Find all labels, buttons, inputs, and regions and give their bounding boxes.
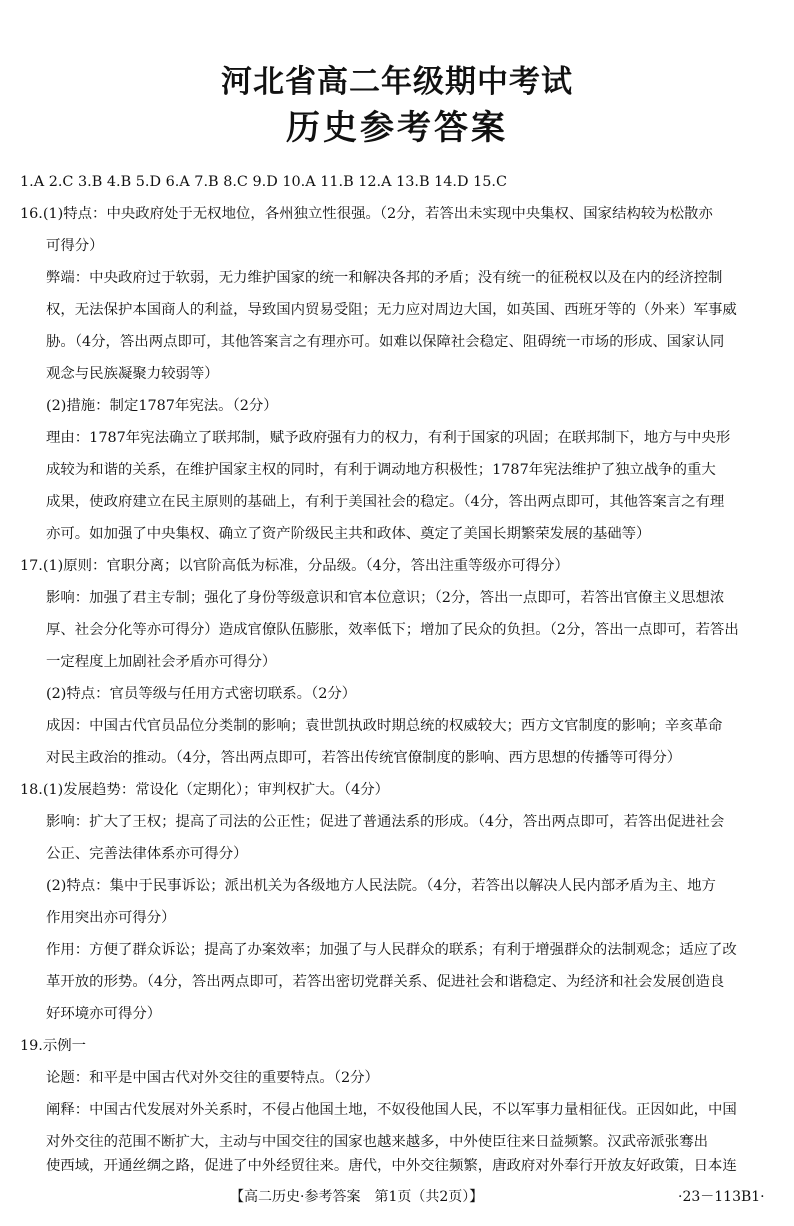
text-line: 影响：扩大了王权；提高了司法的公正性；促进了普通法系的形成。（4分，答出两点即可，若答出促进社会 — [46, 814, 725, 830]
text-line: 对外交往的范围不断扩大，主动与中国交往的国家也越来越多，中外使臣往来日益频繁。汉武帝派张骞出 — [46, 1134, 708, 1150]
text-line: 亦可。如加强了中央集权、确立了资产阶级民主共和政体、奠定了美国长期繁荣发展的基础等） — [46, 526, 651, 542]
footer-page-info: 【高二历史·参考答案 第1页（共2页）】 — [230, 1189, 484, 1205]
text-line: 作用：方便了群众诉讼；提高了办案效率；加强了与人民群众的联系；有利于增强群众的法制观念；适应了改 — [46, 942, 737, 958]
text-line: 好环境亦可得分） — [46, 1006, 162, 1022]
text-line: 作用突出亦可得分） — [46, 910, 176, 926]
text-line: 成果，使政府建立在民主原则的基础上，有利于美国社会的稳定。（4分，答出两点即可，其他答案言之有理 — [46, 494, 725, 510]
text-line: 理由：1787年宪法确立了联邦制，赋予政府强有力的权力，有利于国家的巩固；在联邦制下，地方与中央形 — [46, 430, 731, 446]
text-line: 胁。（4分，答出两点即可，其他答案言之有理亦可。如难以保障社会稳定、阻碍统一市场的形成、国家认同 — [46, 334, 725, 350]
text-line: 一定程度上加剧社会矛盾亦可得分） — [46, 654, 277, 670]
text-line: 成较为和谐的关系，在维护国家主权的同时，有利于调动地方积极性；1787年宪法维护了独立战争的重大 — [46, 462, 716, 478]
text-line: 观念与民族凝聚力较弱等） — [46, 366, 219, 382]
choice-answers: 1.A 2.C 3.B 4.B 5.D 6.A 7.B 8.C 9.D 10.A 11.B 12.A 13.B 14.D 15.C — [20, 174, 508, 190]
text-line: 成因：中国古代官员品位分类制的影响；袁世凯执政时期总统的权威较大；西方文官制度的影响；辛亥革命 — [46, 718, 723, 734]
text-line: (2)措施：制定1787年宪法。（2分） — [46, 398, 278, 414]
text-line: (2)特点：官员等级与任用方式密切联系。（2分） — [46, 686, 357, 702]
text-line: 论题：和平是中国古代对外交往的重要特点。（2分） — [46, 1070, 379, 1086]
text-line: 可得分） — [46, 238, 104, 254]
page-title: 河北省高二年级期中考试 — [221, 64, 573, 100]
text-line: 19.示例一 — [20, 1038, 87, 1054]
text-line: 对民主政治的推动。（4分，答出两点即可，若答出传统官僚制度的影响、西方思想的传播等可得分） — [46, 750, 682, 766]
text-line: (2)特点：集中于民事诉讼；派出机关为各级地方人民法院。（4分，若答出以解决人民内部矛盾为主、地方 — [46, 878, 716, 894]
text-line: 影响：加强了君主专制；强化了身份等级意识和官本位意识；（2分，答出一点即可，若答出官僚主义思想浓 — [46, 590, 725, 606]
footer-code: ·23－113B1· — [678, 1189, 765, 1205]
text-line: 17.(1)原则：官职分离；以官阶高低为标准，分品级。（4分，答出注重等级亦可得分） — [20, 558, 569, 574]
text-line: 弊端：中央政府过于软弱，无力维护国家的统一和解决各邦的矛盾；没有统一的征税权以及在内的经济控制 — [46, 270, 723, 286]
text-line: 厚、社会分化等亦可得分）造成官僚队伍膨胀，效率低下；增加了民众的负担。（2分，答出一点即可，若答出 — [46, 622, 739, 638]
text-line: 阐释：中国古代发展对外关系时，不侵占他国土地，不奴役他国人民，不以军事力量相征伐。正因如此，中国 — [46, 1102, 737, 1118]
text-line: 革开放的形势。（4分，答出两点即可，若答出密切党群关系、促进社会和谐稳定、为经济和社会发展创造良 — [46, 974, 725, 990]
text-line: 公正、完善法律体系亦可得分） — [46, 846, 248, 862]
text-line: 使西域，开通丝绸之路，促进了中外经贸往来。唐代，中外交往频繁，唐政府对外奉行开放友好政策，日本连 — [46, 1158, 737, 1174]
text-line: 18.(1)发展趋势：常设化（定期化）；审判权扩大。（4分） — [20, 782, 390, 798]
text-line: 16.(1)特点：中央政府处于无权地位，各州独立性很强。（2分，若答出未实现中央集权、国家结构较为松散亦 — [20, 206, 713, 222]
page-subtitle: 历史参考答案 — [286, 108, 508, 148]
text-line: 权，无法保护本国商人的利益，导致国内贸易受阻；无力应对周边大国，如英国、西班牙等的（外来）军事威 — [46, 302, 737, 318]
